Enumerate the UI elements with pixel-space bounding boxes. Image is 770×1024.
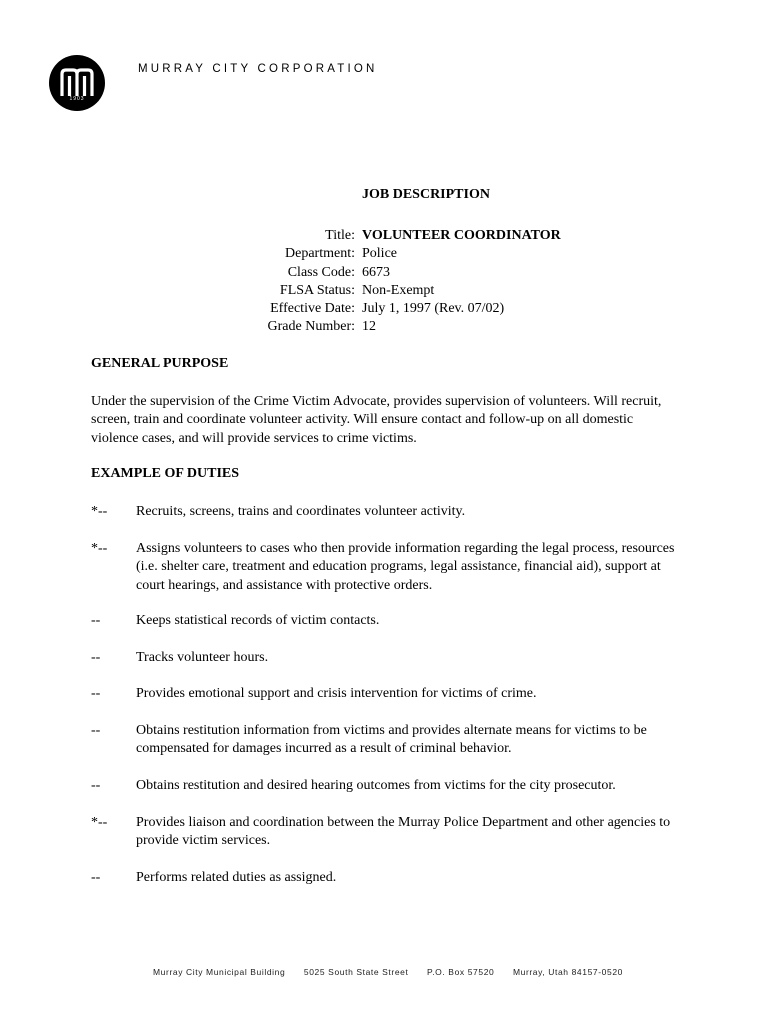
duty-text: Assigns volunteers to cases who then provide information regarding the legal process, resources (i.e. shelter care, treatment and education programs, legal assistance, financial aid), support at court hearings, and assistance with protective orders.	[136, 541, 675, 593]
organization-name: MURRAY CITY CORPORATION	[138, 63, 378, 75]
duty-item	[91, 869, 681, 887]
duty-text: Obtains restitution information from victims and provides alternate means for victims to be compensated for damages incurred as a result of criminal behavior.	[136, 723, 647, 757]
info-value-title: VOLUNTEER COORDINATOR	[362, 228, 561, 243]
info-row-class-code	[200, 264, 660, 282]
duty-text: Provides liaison and coordination between the Murray Police Department and other agencies to provide victim services.	[136, 815, 671, 849]
duty-marker: --	[91, 870, 101, 885]
info-row-title	[200, 227, 660, 245]
logo-year: 1903	[69, 96, 85, 102]
duty-item	[91, 814, 681, 851]
info-value-department: Police	[362, 246, 397, 262]
info-row-flsa-status	[200, 282, 660, 300]
duty-marker: --	[91, 686, 101, 701]
duties-heading: EXAMPLE OF DUTIES	[91, 466, 240, 481]
duty-item	[91, 503, 681, 521]
general-purpose-text: Under the supervision of the Crime Victim Advocate, provides supervision of volunteers. Will recruit, screen, train and coordinate volunteer activity. Will ensure contact and follow-up on all domestic violence cases, and will provide services to crime victims.	[91, 394, 662, 446]
duty-marker: *--	[91, 815, 108, 830]
duty-text: Keeps statistical records of victim contacts.	[136, 613, 380, 628]
duty-marker: --	[91, 723, 101, 738]
info-label: Grade Number:	[267, 319, 355, 335]
info-label: Class Code:	[287, 264, 355, 280]
duty-item	[91, 649, 681, 667]
duty-item	[91, 612, 681, 630]
info-label: FLSA Status:	[279, 282, 355, 298]
duty-marker: --	[91, 778, 101, 793]
info-label: Title:	[325, 228, 355, 243]
duty-item	[91, 540, 681, 595]
duty-item	[91, 777, 681, 795]
info-value-grade-number: 12	[362, 319, 376, 335]
info-row-grade-number	[200, 318, 660, 336]
duty-text: Obtains restitution and desired hearing outcomes from victims for the city prosecutor.	[136, 778, 616, 793]
duty-item	[91, 722, 681, 759]
info-label: Effective Date:	[270, 301, 355, 317]
duty-text: Tracks volunteer hours.	[136, 650, 269, 665]
info-row-department	[200, 245, 660, 263]
duty-text: Performs related duties as assigned.	[136, 870, 337, 885]
info-row-effective-date	[200, 300, 660, 318]
footer-city: Murray, Utah 84157-0520	[512, 967, 623, 977]
duty-marker: --	[91, 613, 101, 628]
footer-po-box: P.O. Box 57520	[427, 967, 495, 977]
general-purpose-heading: GENERAL PURPOSE	[91, 356, 229, 371]
info-label: Department:	[285, 246, 355, 262]
duty-marker: --	[91, 650, 101, 665]
duty-marker: *--	[91, 504, 108, 519]
duty-marker: *--	[91, 541, 108, 556]
info-value-effective-date: July 1, 1997 (Rev. 07/02)	[362, 301, 505, 317]
footer-street: 5025 South State Street	[303, 967, 409, 977]
info-value-flsa-status: Non-Exempt	[362, 282, 435, 298]
info-value-class-code: 6673	[362, 264, 390, 280]
murray-city-logo	[49, 55, 105, 111]
m-logo-icon	[59, 68, 95, 98]
document-heading: JOB DESCRIPTION	[362, 187, 490, 202]
job-info-table	[200, 227, 660, 337]
footer-building: Murray City Municipal Building	[153, 967, 286, 977]
duty-text: Recruits, screens, trains and coordinates volunteer activity.	[136, 504, 466, 519]
duty-item	[91, 685, 681, 703]
page-footer	[153, 967, 623, 977]
duty-text: Provides emotional support and crisis intervention for victims of crime.	[136, 686, 537, 701]
